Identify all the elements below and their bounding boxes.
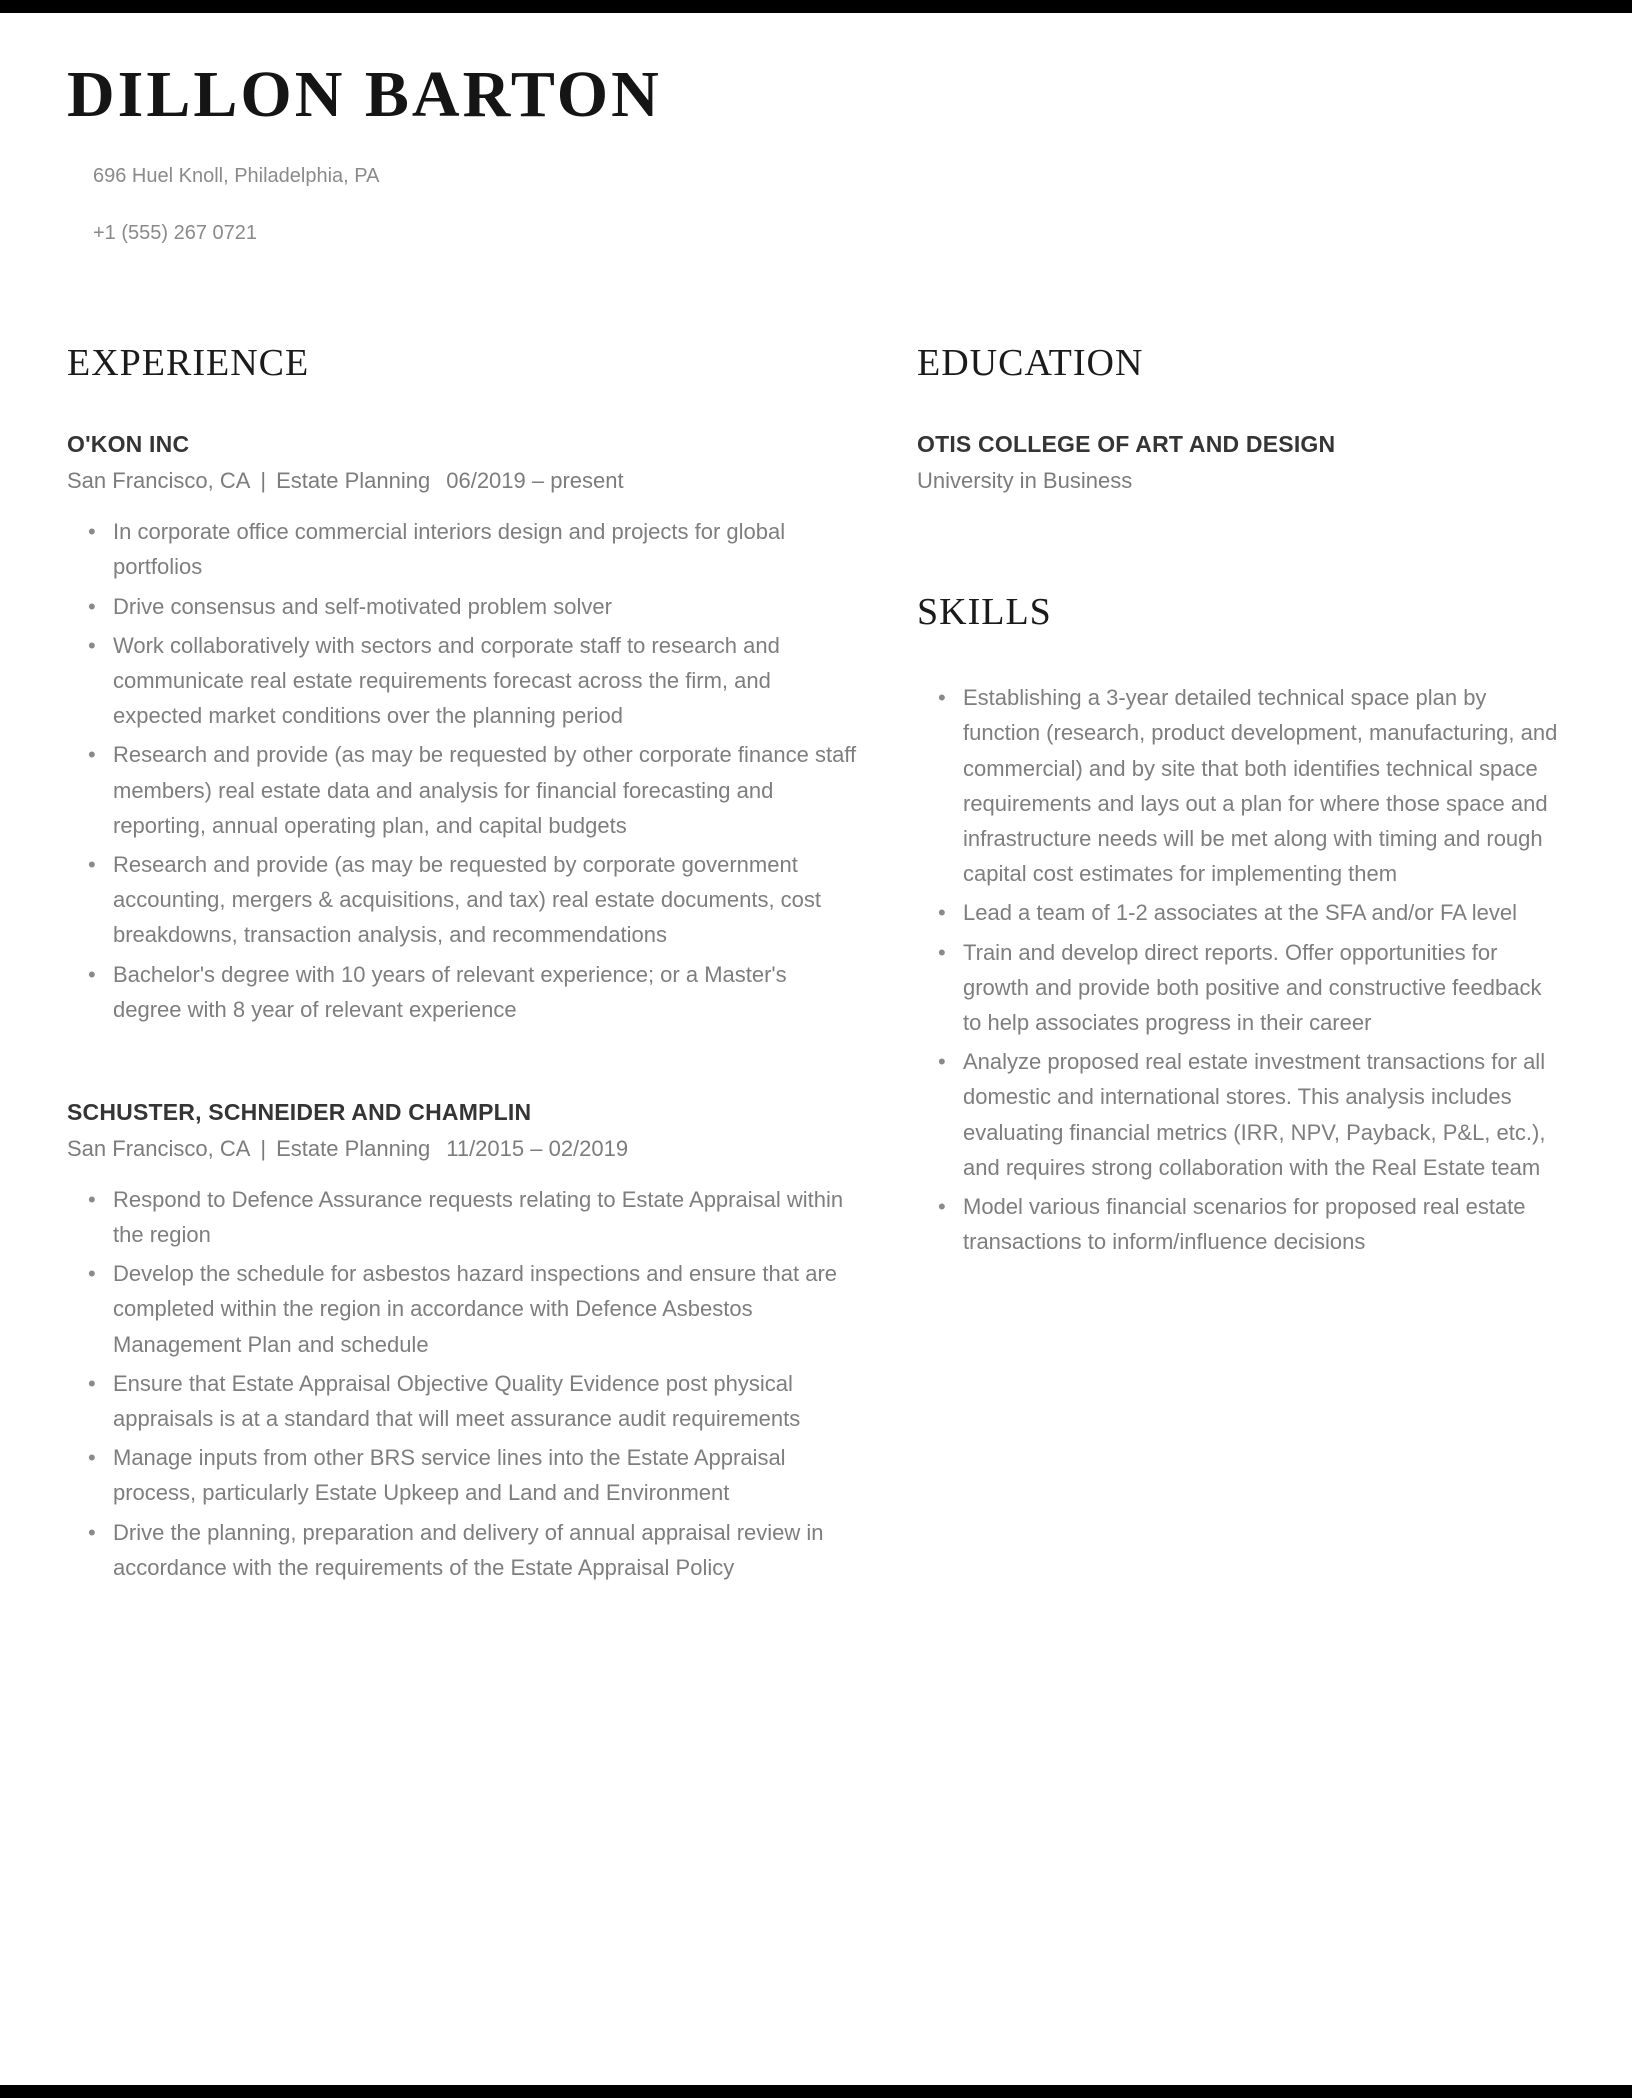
job-bullet: • Drive the planning, preparation and delivery of annual appraisal review in accordance with the requirements of the Estate Appraisal Policy	[67, 1515, 860, 1585]
skill-item: • Train and develop direct reports. Offer opportunities for growth and provide both positive and constructive feedback to help associates progress in their career	[917, 935, 1565, 1041]
education-degree: University in Business	[917, 468, 1133, 494]
job-meta-separator: |	[260, 1135, 267, 1161]
skill-item: • Establishing a 3-year detailed technical space plan by function (research, product development, manufacturing, and commercial) and by site that both identifies technical space requirements and lays out a plan for where those space and infrastructure needs will be met along with timing and rough capital cost estimates for implementing them	[917, 680, 1565, 891]
top-border-bar	[0, 0, 1632, 13]
job-bullet: • Research and provide (as may be requested by corporate government accounting, mergers & acquisitions, and tax) real estate documents, cost breakdowns, transaction analysis, and recommendations	[67, 847, 860, 953]
job-bullet: • Drive consensus and self-motivated problem solver	[67, 589, 860, 624]
job-location: San Francisco, CA	[67, 468, 251, 494]
bottom-border-bar	[0, 2085, 1632, 2098]
right-column	[917, 341, 1565, 1263]
experience-job	[67, 1099, 860, 1585]
job-bullets	[67, 1182, 860, 1585]
phone: +1 (555) 267 0721	[93, 222, 258, 245]
address: 696 Huel Knoll, Philadelphia, PA	[93, 165, 380, 188]
job-dates: 06/2019 – present	[446, 468, 624, 494]
education-section	[917, 341, 1565, 494]
resume-header	[67, 60, 1565, 245]
experience-section	[67, 341, 860, 1589]
skills-section	[917, 590, 1565, 1259]
education-school: OTIS COLLEGE OF ART AND DESIGN	[917, 431, 1336, 458]
skills-list	[917, 680, 1565, 1259]
job-role: Estate Planning	[276, 1135, 431, 1161]
skill-item: • Model various financial scenarios for proposed real estate transactions to inform/influence decisions	[917, 1189, 1565, 1259]
job-bullet: • Respond to Defence Assurance requests relating to Estate Appraisal within the region	[67, 1182, 860, 1252]
job-bullet: • Research and provide (as may be requested by other corporate finance staff members) real estate data and analysis for financial forecasting and reporting, annual operating plan, and capital budgets	[67, 737, 860, 843]
job-bullets	[67, 514, 860, 1027]
job-bullet: • Bachelor's degree with 10 years of relevant experience; or a Master's degree with 8 year of relevant experience	[67, 957, 860, 1027]
job-company: SCHUSTER, SCHNEIDER AND CHAMPLIN	[67, 1098, 532, 1125]
skill-item: • Analyze proposed real estate investment transactions for all domestic and international stores. This analysis includes evaluating financial metrics (IRR, NPV, Payback, P&L, etc.), and requires strong collaboration with the Real Estate team	[917, 1044, 1565, 1185]
job-bullet: • In corporate office commercial interiors design and projects for global portfolios	[67, 514, 860, 584]
skills-title: SKILLS	[917, 591, 1052, 634]
education-title: EDUCATION	[917, 342, 1144, 385]
person-name: DILLON BARTON	[67, 58, 662, 131]
job-meta	[67, 1136, 860, 1162]
skill-item: • Lead a team of 1-2 associates at the SFA and/or FA level	[917, 895, 1565, 930]
job-meta	[67, 468, 860, 494]
experience-jobs	[67, 431, 860, 1585]
job-bullet: • Work collaboratively with sectors and corporate staff to research and communicate real estate requirements forecast across the firm, and expected market conditions over the planning period	[67, 628, 860, 734]
job-bullet: • Ensure that Estate Appraisal Objective Quality Evidence post physical appraisals is at a standard that will meet assurance audit requirements	[67, 1366, 860, 1436]
job-company: O'KON INC	[67, 431, 190, 458]
columns	[67, 341, 1565, 1589]
job-dates: 11/2015 – 02/2019	[446, 1135, 629, 1161]
job-bullet: • Develop the schedule for asbestos hazard inspections and ensure that are completed within the region in accordance with Defence Asbestos Management Plan and schedule	[67, 1256, 860, 1362]
job-location: San Francisco, CA	[67, 1135, 251, 1161]
experience-title: EXPERIENCE	[67, 342, 310, 385]
job-bullet: • Manage inputs from other BRS service lines into the Estate Appraisal process, particularly Estate Upkeep and Land and Environment	[67, 1440, 860, 1510]
job-role: Estate Planning	[276, 468, 431, 494]
job-meta-separator: |	[260, 468, 267, 494]
experience-job	[67, 431, 860, 1027]
